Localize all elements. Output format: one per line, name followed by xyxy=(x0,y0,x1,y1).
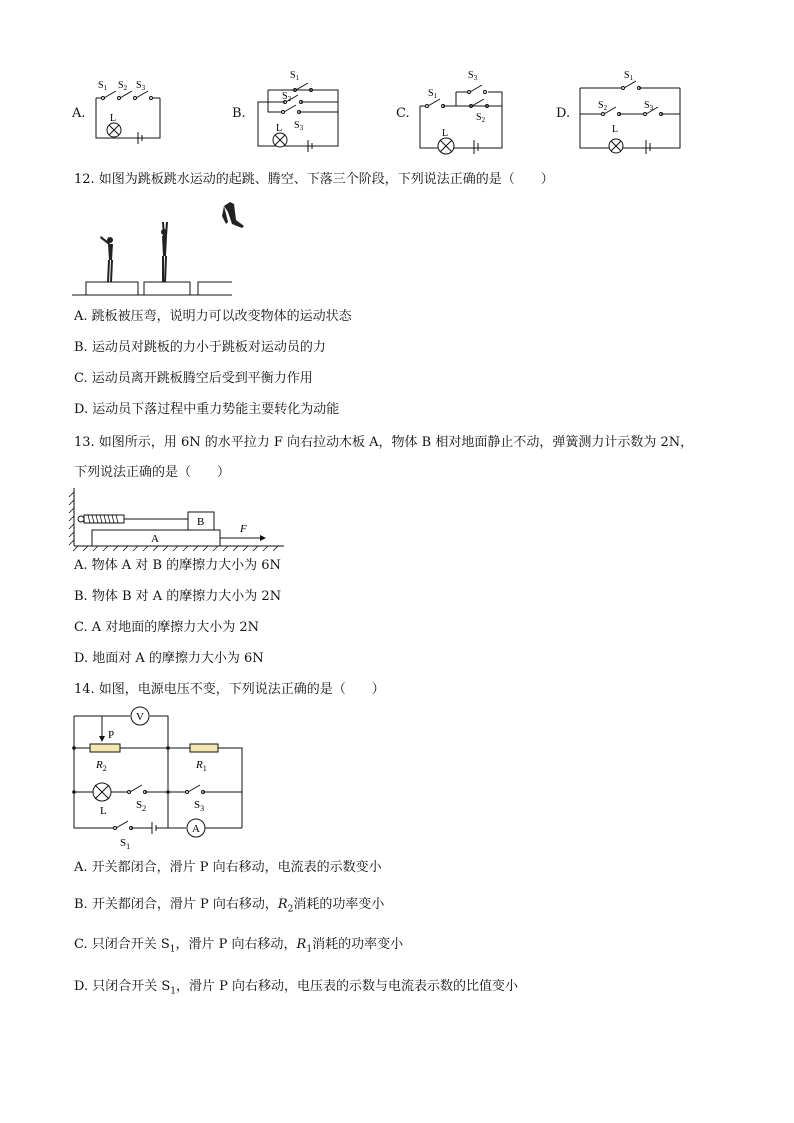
q11-option-d-label: D. xyxy=(556,106,571,121)
q11d-s1: $S_1$ xyxy=(624,70,634,82)
q13-option-c: C. A 对地面的摩擦力大小为 2N xyxy=(74,620,260,635)
s2-label: $S_2$ xyxy=(136,799,147,813)
q12-stem: 12. 如图为跳板跳水运动的起跳、腾空、下落三个阶段，下列说法正确的是（ ） xyxy=(74,172,554,187)
voltmeter-label: V xyxy=(136,711,144,723)
q11a-s3: $S_3$ xyxy=(136,80,146,92)
q11d-s3: $S_3$ xyxy=(644,100,654,112)
q12-option-b: B. 运动员对跳板的力小于跳板对运动员的力 xyxy=(74,340,326,355)
q13-option-b: B. 物体 B 对 A 的摩擦力大小为 2N xyxy=(74,589,282,604)
q11c-s2: $S_2$ xyxy=(476,112,486,124)
s3-label: $S_3$ xyxy=(194,799,205,813)
q14-stem: 14. 如图，电源电压不变，下列说法正确的是（ ） xyxy=(74,682,385,697)
q11a-l: L xyxy=(110,113,117,124)
q11c-s1: $S_1$ xyxy=(428,88,438,100)
q11-circuit-a xyxy=(90,76,170,148)
q14-option-b: B. 开关都闭合，滑片 P 向右移动，$R_2$消耗的功率变小 xyxy=(74,897,385,915)
q12-option-a: A. 跳板被压弯，说明力可以改变物体的运动状态 xyxy=(74,309,352,324)
q13-friction-figure xyxy=(68,486,290,552)
q14-option-c: C. 只闭合开关 $S_1$，滑片 P 向右移动，$R_1$消耗的功率变小 xyxy=(74,937,404,955)
q14-circuit-figure xyxy=(70,704,250,850)
q11b-s1: $S_1$ xyxy=(290,70,300,82)
q12-option-d: D. 运动员下落过程中重力势能主要转化为动能 xyxy=(74,402,340,417)
r1-label: $R_1$ xyxy=(196,759,207,773)
q11-option-b-label: B. xyxy=(232,106,246,121)
diver-falling xyxy=(222,202,244,228)
s1-label: $S_1$ xyxy=(120,837,131,850)
force-f-label: F xyxy=(240,523,247,535)
q11b-s2: $S_2$ xyxy=(282,91,292,103)
q13-stem-line2: 下列说法正确的是（ ） xyxy=(74,465,231,480)
slider-p-label: P xyxy=(108,729,115,741)
q11-option-a-label: A. xyxy=(72,106,86,121)
q13-stem-line1: 13. 如图所示，用 6N 的水平拉力 F 向右拉动木板 A，物体 B 相对地面静止不动，弹簧测力计示数为 2N， xyxy=(74,435,694,450)
q11-option-c-label: C. xyxy=(396,106,410,121)
q11a-s2: $S_2$ xyxy=(118,80,128,92)
q14-option-a: A. 开关都闭合，滑片 P 向右移动，电流表的示数变小 xyxy=(74,860,382,875)
q11-circuit-b xyxy=(252,68,342,158)
q11-circuit-d xyxy=(572,66,688,160)
q11b-l: L xyxy=(276,123,283,134)
lamp-label: L xyxy=(100,805,107,817)
r2-label: $R_2$ xyxy=(96,759,107,773)
q11c-l: L xyxy=(442,128,449,139)
block-b-label: B xyxy=(197,516,205,528)
ammeter-label: A xyxy=(192,823,200,835)
q13-option-d: D. 地面对 A 的摩擦力大小为 6N xyxy=(74,651,264,666)
board-a-label: A xyxy=(151,533,159,545)
q12-option-c: C. 运动员离开跳板腾空后受到平衡力作用 xyxy=(74,371,313,386)
q11a-s1: $S_1$ xyxy=(98,80,108,92)
diver-takeoff xyxy=(100,236,113,282)
q14-option-d: D. 只闭合开关 $S_1$，滑片 P 向右移动，电压表的示数与电流表示数的比值变小 xyxy=(74,979,519,997)
q11c-s3: $S_3$ xyxy=(468,70,478,82)
q11d-l: L xyxy=(612,124,619,135)
q11b-s3: $S_3$ xyxy=(294,120,304,132)
q11-circuit-c xyxy=(412,66,512,160)
q11d-s2: $S_2$ xyxy=(598,100,608,112)
q12-diving-figure xyxy=(72,198,252,300)
q13-option-a: A. 物体 A 对 B 的摩擦力大小为 6N xyxy=(74,558,281,573)
diver-airborne xyxy=(161,222,168,282)
